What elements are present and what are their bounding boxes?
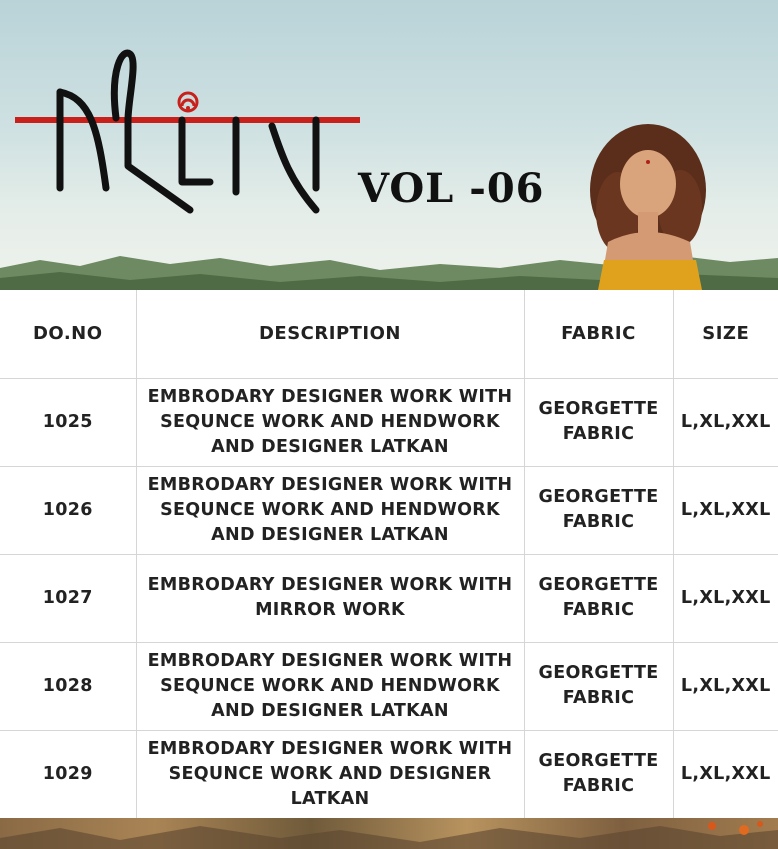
description-cell	[136, 554, 524, 642]
fabric-line: FABRIC	[562, 776, 635, 796]
description-line: SEQUNCE WORK AND HENDWORK	[160, 499, 500, 520]
footer-photo-strip	[0, 818, 778, 849]
description-cell	[136, 730, 524, 818]
fabric-line: GEORGETTE	[538, 575, 659, 595]
size-cell: L,XL,XXL	[673, 554, 778, 642]
do-no-cell: 1028	[0, 642, 136, 730]
description-line: AND DESIGNER LATKAN	[211, 436, 449, 457]
table-row	[0, 466, 778, 554]
table-header-row	[0, 290, 778, 378]
fabric-line: GEORGETTE	[538, 663, 659, 683]
fabric-line: GEORGETTE	[538, 399, 659, 419]
table-row	[0, 378, 778, 466]
do-no-cell: 1025	[0, 378, 136, 466]
fabric-cell	[524, 730, 673, 818]
fabric-cell	[524, 554, 673, 642]
size-cell: L,XL,XXL	[673, 730, 778, 818]
description-line: EMBRODARY DESIGNER WORK WITH	[147, 650, 513, 671]
do-no-cell: 1027	[0, 554, 136, 642]
size-cell: L,XL,XXL	[673, 642, 778, 730]
catalog-table	[0, 290, 778, 819]
header-do-no: DO.NO	[0, 290, 136, 378]
fabric-line: GEORGETTE	[538, 487, 659, 507]
fabric-line: FABRIC	[562, 688, 635, 708]
description-cell	[136, 642, 524, 730]
description-line: AND DESIGNER LATKAN	[211, 524, 449, 545]
description-line: SEQUNCE WORK AND DESIGNER	[168, 763, 492, 784]
header-description: DESCRIPTION	[136, 290, 524, 378]
size-cell: L,XL,XXL	[673, 466, 778, 554]
description-line: LATKAN	[290, 788, 370, 809]
catalog-banner	[0, 0, 778, 290]
description-line: MIRROR WORK	[255, 600, 405, 620]
description-line: SEQUNCE WORK AND HENDWORK	[160, 411, 500, 432]
volume-label: VOL -06	[358, 165, 545, 212]
size-cell: L,XL,XXL	[673, 378, 778, 466]
description-cell	[136, 466, 524, 554]
header-fabric: FABRIC	[524, 290, 673, 378]
table-row	[0, 642, 778, 730]
description-line: EMBRODARY DESIGNER WORK WITH	[147, 474, 513, 495]
footer-texture	[0, 818, 778, 849]
table-row	[0, 730, 778, 818]
description-cell	[136, 378, 524, 466]
model-photo	[578, 112, 728, 290]
header-size: SIZE	[673, 290, 778, 378]
fabric-line: FABRIC	[562, 600, 635, 620]
description-line: EMBRODARY DESIGNER WORK WITH	[147, 738, 513, 759]
fabric-line: FABRIC	[562, 424, 635, 444]
logo-headline-bar	[15, 117, 360, 123]
description-line: SEQUNCE WORK AND HENDWORK	[160, 675, 500, 696]
fabric-cell	[524, 642, 673, 730]
do-no-cell: 1029	[0, 730, 136, 818]
do-no-cell: 1026	[0, 466, 136, 554]
description-line: AND DESIGNER LATKAN	[211, 700, 449, 721]
description-line: EMBRODARY DESIGNER WORK WITH	[147, 575, 513, 595]
brand-logo	[10, 40, 370, 230]
description-line: EMBRODARY DESIGNER WORK WITH	[147, 386, 513, 407]
fabric-line: GEORGETTE	[538, 751, 659, 771]
logo-glyph-strokes	[60, 53, 316, 210]
table-row	[0, 554, 778, 642]
fabric-line: FABRIC	[562, 512, 635, 532]
fabric-cell	[524, 378, 673, 466]
fabric-cell	[524, 466, 673, 554]
